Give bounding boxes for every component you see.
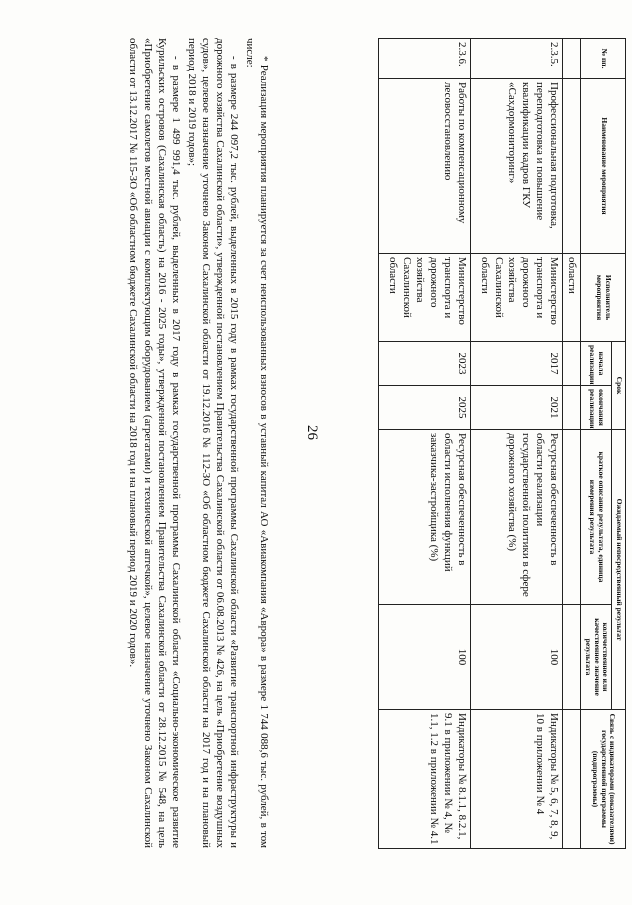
header-term-end: окончания реализации	[581, 386, 612, 430]
cell-num: 2.3.5.	[470, 39, 562, 79]
page-number: 26	[304, 425, 320, 440]
cell-end: 2021	[470, 386, 562, 430]
cell-executor: Министерство транспорта и дорожного хозяйства Сахалинской области	[378, 254, 470, 342]
table-row-continuation	[562, 39, 581, 849]
header-term: Срок	[612, 342, 626, 430]
header-term-start: начала реализации	[581, 342, 612, 386]
cell-executor: Министерство транспорта и дорожного хозяйства Сахалинской области	[470, 254, 562, 342]
cell-link: Индикаторы № 5, 6, 7, 8, 9, 10 в приложении № 4	[470, 710, 562, 849]
cell-executor-continued: области	[562, 254, 581, 342]
header-result-value: количественное или качественное значение результата	[581, 605, 612, 710]
cell-start: 2023	[378, 342, 470, 386]
header-name: Наименование мероприятия	[581, 79, 626, 254]
activities-table	[378, 38, 626, 849]
table-row	[470, 39, 562, 849]
header-executor: Исполнитель мероприятия	[581, 254, 626, 342]
cell-result-desc: Ресурсная обеспеченность в области реализации государственной политики в сфере дорожного хозяйства (%)	[470, 430, 562, 605]
cell-result-desc: Ресурсная обеспеченность в области исполнения функций заказчика-застройщика (%)	[378, 430, 470, 605]
footnote	[125, 38, 271, 848]
cell-result-value: 100	[378, 605, 470, 710]
footnote-intro: * Реализация мероприятия планируется за счет неиспользованных взносов в уставный капитал АО «Авиакомпания «Аврора» в размере 1 744 088,6 тыс. рублей, в том числе:	[243, 38, 270, 848]
cell-result-value: 100	[470, 605, 562, 710]
header-row-1	[612, 39, 626, 849]
header-result-desc: краткое описание результата, единица измерения результата	[581, 430, 612, 605]
header-num: № пп.	[581, 39, 626, 79]
footnote-item-1: - в размере 244 097,2 тыс. рублей, выделенных в 2015 году в рамках государственной программы Сахалинской области «Развитие транспортной инфраструктуры и дорожного хозяйства Сахалинской области», утвержденной постановлением Правительства Сахалинской области от 06.08.2013 № 426, на цель «Приобретение воздушных судов», целевое назначение уточнено Законом Сахалинской области от 19.12.2016 № 112-ЗО «Об областном бюджете Сахалинской области на 2017 год и на плановый период 2018 и 2019 годов»;	[185, 38, 241, 848]
cell-name: Работы по компенсационному лесовосстановлению	[378, 79, 470, 254]
header-result: Ожидаемый непосредственный результат	[612, 430, 626, 710]
cell-link: Индикаторы № 8.1.1, 8.2.1, 9.1 в приложении № 4, № 1.1, 1.2 в приложении № 4.1	[378, 710, 470, 849]
cell-start: 2017	[470, 342, 562, 386]
rotated-page-content	[86, 38, 626, 848]
footnote-item-2: - в размере 1 499 991,4 тыс. рублей, выделенных в 2017 году в рамках государственной программы Сахалинской области «Социально-экономическое развитие Курильских островов (Сахалинская область) на 2016 - 2025 годы», утвержденной постановлением Правительства Сахалинской области от 28.12.2015 № 548, на цель «Приобретение самолетов местной авиации с комплектующим оборудованием (агрегатами) и технической аптечкой», целевое назначение уточнено Законом Сахалинской области от 13.12.2017 № 115-ЗО «Об областном бюджете Сахалинской области на 2018 год и на плановый период 2019 и 2020 годов».	[127, 38, 183, 848]
header-link: Связь с индикаторами (показателями) государственной программы (подпрограммы)	[581, 710, 626, 849]
cell-name: Профессиональная подготовка, переподготовка и повышение квалификации кадров ГКУ «Сахдормониторинг»	[470, 79, 562, 254]
table-row	[378, 39, 470, 849]
cell-end: 2025	[378, 386, 470, 430]
cell-num: 2.3.6.	[378, 39, 470, 79]
